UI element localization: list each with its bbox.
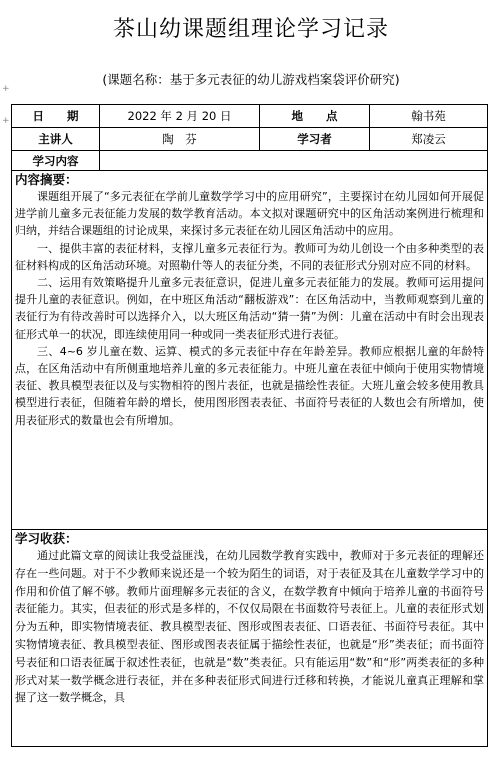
- place-label: 地 点: [260, 105, 370, 127]
- summary-title: 内容摘要：: [15, 172, 78, 187]
- place-value: 翰书苑: [411, 109, 446, 123]
- row-date-place: [12, 105, 487, 128]
- content-label: 学习内容: [12, 151, 100, 170]
- content-value: [100, 151, 487, 170]
- date-label: 日 期: [12, 105, 100, 127]
- record-table: [11, 104, 488, 747]
- date-value: 2022 年 2 月 20 日: [100, 105, 260, 127]
- speaker-value: 陶 芬: [100, 128, 260, 150]
- margin-plus-mark: +: [2, 84, 10, 94]
- project-subtitle: (课题名称：基于多元表征的幼儿游戏档案袋评价研究): [102, 72, 400, 87]
- recorder-value: 郑凌云: [411, 132, 446, 146]
- row-content: [12, 151, 487, 171]
- speaker-label: 主讲人: [12, 128, 100, 150]
- summary-paragraph: 课题组开展了“多元表征在学前儿童数学学习中的应用研究”，主要探讨在幼儿园如何开展促进学前儿童多元表征能力发展的数学教育活动。本文拟对课题研究中的区角活动案例进行梳理和归纳，并结合课题组的讨论成果，来探讨多元表征在幼儿园区角活动中的应用。: [15, 190, 484, 238]
- margin-plus-mark: +: [2, 116, 10, 126]
- summary-paragraph: 三、4~6 岁儿童在数、运算、模式的多元表征中存在年龄差异。教师应根据儿童的年龄特点，在区角活动中有所侧重地培养儿童的多元表征能力。中班儿童在表征中倾向于使用实物情境表征、教具模型表征以及与实物相符的图片表征，也就是描绘性表征。大班儿童会较多使用教具模型进行表征，但随着年龄的增长，使用图形图表表征、书面符号表征的人数也会有所增加，使用表征形式的数量也会有所增加。: [15, 344, 484, 427]
- harvest-section: [12, 530, 487, 746]
- harvest-paragraph: 通过此篇文章的阅读让我受益匪浅，在幼儿园数学教育实践中，教师对于多元表征的理解还存在一些问题。对于不少教师来说还是一个较为陌生的词语，对于表征及其在儿童数学学习中的作用和价值了解不够。教师片面理解多元表征的含义，在数学教育中倾向于培养儿童的书面符号表征能力。其实，但表征的形式是多样的，不仅仅局限在书面数符号表征上。儿童的表征形式划分为五种，即实物情境表征、教具模型表征、图形或图表表征、口语表征、书面符号表征。其中实物情境表征、教具模型表征、图形或图表表征属于描绘性表征，也就是“形”类表征；而书面符号表征和口语表征属于叙述性表征，也就是“数”类表征。只有能运用“数”和“形”两类表征的多种形式对某一数学概念进行表征，并在多种表征形式间进行迁移和转换，才能说儿童真正理解和掌握了这一数学概念，具: [15, 549, 484, 705]
- recorder-label: 学习者: [260, 128, 370, 150]
- harvest-title: 学习收获：: [15, 531, 78, 546]
- summary-paragraph: 二、运用有效策略提升儿童多元表征意识，促进儿童多元表征能力的发展。教师可运用提问提升儿童的表征意识。例如，在中班区角活动“翻板游戏”：在区角活动中，当教师观察到儿童的表征行为有待改善时可以选择介入，以大班区角活动“猜一猜”为例：儿童在活动中有时会出现表征形式单一的状况，即连续使用同一种或同一类表征形式进行表征。: [15, 276, 484, 341]
- row-speaker-recorder: [12, 128, 487, 151]
- summary-section: [12, 171, 487, 530]
- page-title: 茶山幼课题组理论学习记录: [112, 17, 389, 42]
- summary-paragraph: 一、提供丰富的表征材料，支撑儿童多元表征行为。教师可为幼儿创设一个由多种类型的表征材料构成的区角活动环境。对照勒什等人的表征分类，不同的表征形式分别对应不同的材料。: [15, 241, 484, 272]
